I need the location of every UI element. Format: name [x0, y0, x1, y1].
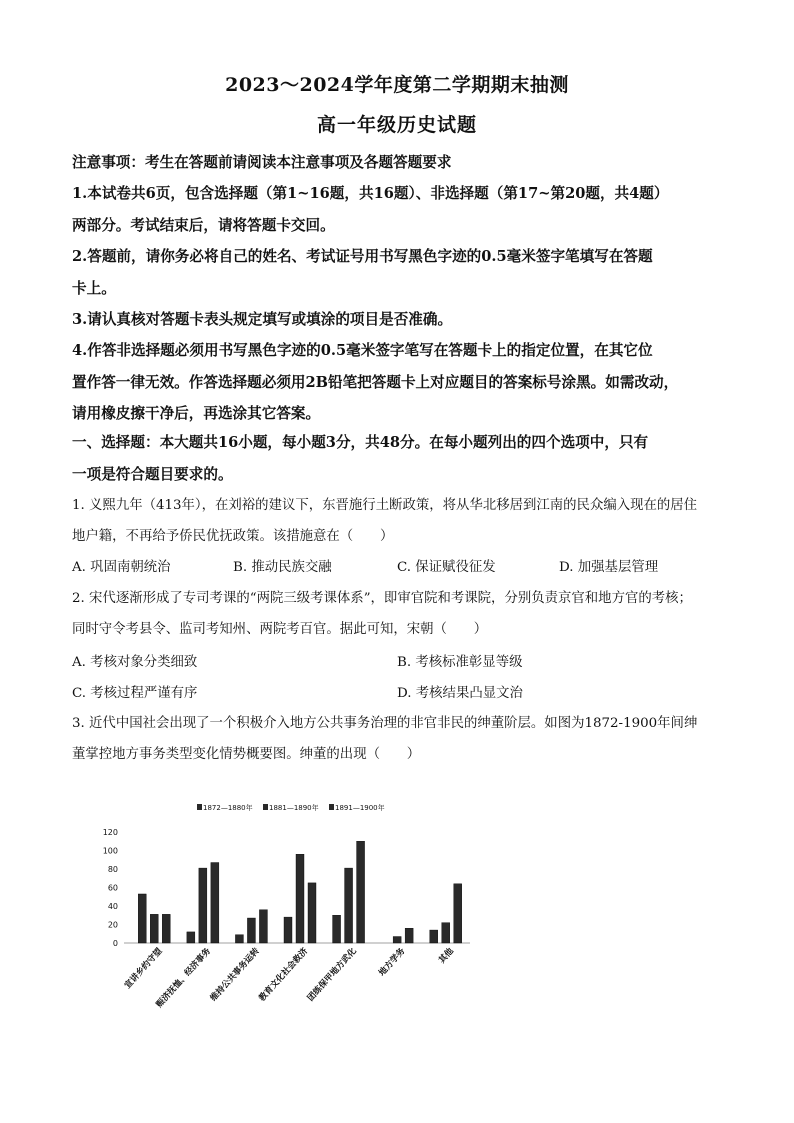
bar-6-2 [393, 937, 401, 943]
legend-swatch-1 [197, 804, 202, 810]
bar-4-3 [308, 883, 316, 943]
notice-item-4-line-2: 置作答一律无效。作答选择题必须用2B铅笔把答题卡上对应题目的答案标号涂黑。如需改动， [72, 373, 679, 391]
x-category-label-2: 赈济抚恤、经济事务 [154, 946, 214, 1010]
legend-swatch-3 [329, 804, 334, 810]
y-tick-label-80: 80 [107, 865, 118, 874]
legend-label-2: 1881—1890年 [269, 804, 319, 812]
bar-5-3 [357, 841, 365, 943]
page-title: 2023～2024学年度第二学期期末抽测 [225, 74, 569, 96]
bar-2-3 [211, 863, 219, 943]
x-category-label-6: 地方学务 [377, 946, 408, 979]
question-1-line-2: 地户籍，不再给予侨民优抚政策。该措施意在（ ） [72, 529, 394, 544]
q2-option-d[interactable]: D. 考核结果凸显文治 [397, 686, 523, 701]
bar-6-3 [405, 928, 413, 943]
question-1-line-1: 1. 义熙九年（413年），在刘裕的建议下，东晋施行土断政策，将从华北移居到江南的民众编入现在的居住 [72, 498, 698, 513]
notice-item-1-line-2: 两部分。考试结束后，请将答题卡交回。 [72, 216, 335, 234]
legend-label-3: 1891—1900年 [335, 804, 385, 812]
notice-item-4-line-1: 4.作答非选择题必须用书写黑色字迹的0.5毫米签字笔写在答题卡上的指定位置，在其它位 [72, 342, 653, 359]
question-1 [72, 490, 732, 552]
q2-option-a[interactable]: A. 考核对象分类细致 [72, 655, 198, 670]
section-heading [72, 427, 732, 490]
x-category-label-4: 教育文化社会救济 [257, 946, 311, 1004]
notice-item-2-line-2: 卡上。 [72, 279, 116, 297]
x-category-label-1: 宣讲乡约守望 [122, 946, 165, 991]
bar-3-2 [247, 918, 255, 943]
question-2 [72, 583, 732, 645]
page-subtitle: 高一年级历史试题 [316, 114, 477, 136]
q1-option-c[interactable]: C. 保证赋役征发 [397, 560, 496, 575]
legend-swatch-2 [263, 804, 268, 810]
q1-option-a[interactable]: A. 巩固南朝统治 [72, 560, 171, 575]
y-tick-label-0: 0 [112, 939, 118, 948]
notice-heading: 注意事项：考生在答题前请阅读本注意事项及各题答题要求 [72, 154, 452, 171]
notice-item-1 [72, 178, 732, 241]
notice-item-4 [72, 335, 732, 430]
y-tick-label-120: 120 [102, 828, 118, 837]
bar-4-2 [296, 854, 304, 943]
bar-1-1 [138, 894, 146, 943]
q2-option-c[interactable]: C. 考核过程严谨有序 [72, 686, 198, 701]
notice-item-2-line-1: 2.答题前，请你务必将自己的姓名、考试证号用书写黑色字迹的0.5毫米签字笔填写在答题 [72, 248, 653, 265]
bar-3-1 [235, 935, 243, 943]
notice-item-3-line-1: 3.请认真核对答题卡表头规定填写或填涂的项目是否准确。 [72, 311, 453, 328]
y-tick-label-60: 60 [107, 883, 118, 893]
x-category-label-3: 维持公共事务运转 [208, 946, 262, 1004]
bar-7-3 [454, 884, 462, 943]
question-3-line-1: 3. 近代中国社会出现了一个积极介入地方公共事务治理的非官非民的绅董阶层。如图为1872-1900年间绅 [72, 716, 698, 731]
section-line-1: 一、选择题：本大题共16小题，每小题3分，共48分。在每小题列出的四个选项中，只有 [72, 434, 649, 451]
question-2-line-1: 2. 宋代逐渐形成了专司考课的“两院三级考课体系”，即审官院和考课院，分别负责京官和地方官的考核； [72, 591, 692, 606]
notice-item-3 [72, 304, 732, 336]
x-category-label-7: 其他 [437, 946, 456, 966]
bar-4-1 [284, 917, 292, 943]
q1-option-b[interactable]: B. 推动民族交融 [233, 560, 332, 575]
bar-1-2 [150, 914, 158, 943]
gentry-affairs-bar-chart [95, 800, 475, 1032]
notice-item-2 [72, 241, 732, 304]
y-tick-label-20: 20 [107, 920, 118, 930]
y-tick-label-40: 40 [107, 902, 118, 911]
bar-7-1 [430, 930, 438, 943]
notice-item-1-line-1: 1.本试卷共6页，包含选择题（第1~16题，共16题）、非选择题（第17~第20题，共4题） [72, 185, 669, 202]
bar-7-2 [442, 923, 450, 943]
question-3 [72, 708, 732, 770]
legend-label-1: 1872—1880年 [203, 804, 253, 812]
bar-1-3 [162, 914, 170, 943]
q2-option-b[interactable]: B. 考核标准彰显等级 [397, 655, 523, 670]
q1-option-d[interactable]: D. 加强基层管理 [559, 560, 659, 575]
notice-item-4-line-3: 请用橡皮擦干净后，再选涂其它答案。 [72, 405, 321, 422]
section-line-2: 一项是符合题目要求的。 [72, 465, 233, 483]
y-tick-label-100: 100 [102, 846, 118, 856]
question-2-line-2: 同时守令考县令、监司考知州、两院考百官。据此可知，宋朝（ ） [72, 622, 488, 637]
bar-2-2 [199, 868, 207, 943]
bar-5-1 [333, 915, 341, 943]
bar-5-2 [345, 868, 353, 943]
x-category-label-5: 团练保甲地方武化 [305, 946, 359, 1004]
question-3-line-2: 董掌控地方事务类型变化情势概要图。绅董的出现（ ） [72, 747, 421, 762]
bar-2-1 [187, 932, 195, 943]
bar-3-3 [259, 910, 267, 943]
